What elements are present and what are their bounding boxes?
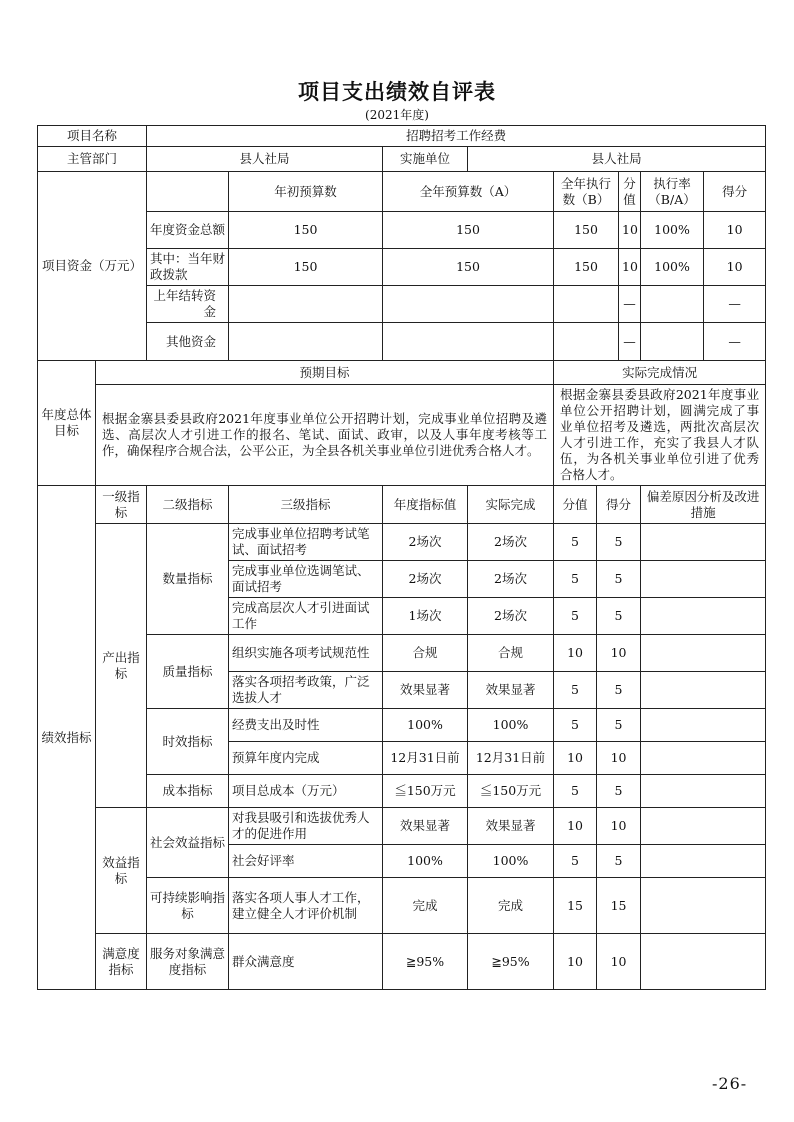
indicator-value: 5 bbox=[554, 524, 597, 561]
page-number: -26- bbox=[712, 1074, 748, 1093]
goals-expected-header: 预期目标 bbox=[96, 361, 554, 385]
goals-label: 年度总体目标 bbox=[38, 361, 96, 486]
funds-row-rate: 100% bbox=[641, 212, 704, 249]
level2-timeliness: 时效指标 bbox=[147, 709, 229, 775]
indicator-value: 5 bbox=[554, 561, 597, 598]
goals-actual-text: 根据金寨县委县政府2021年度事业单位公开招聘计划，圆满完成了事业单位招考及遴选，两批次高层次人才引进工作，充实了我县人才队伍，为各机关事业单位引进了优秀合格人才。 bbox=[554, 385, 766, 486]
indicator-target: 效果显著 bbox=[383, 808, 468, 845]
indicator-target: 12月31日前 bbox=[383, 742, 468, 775]
indicator-name: 项目总成本（万元） bbox=[229, 775, 383, 808]
indicator-value: 5 bbox=[554, 672, 597, 709]
performance-table bbox=[37, 125, 766, 990]
level1-benefit: 效益指标 bbox=[96, 808, 147, 934]
funds-header-value: 分值 bbox=[619, 172, 641, 212]
level2-quantity: 数量指标 bbox=[147, 524, 229, 635]
indicator-name: 组织实施各项考试规范性 bbox=[229, 635, 383, 672]
funds-row-exec: 150 bbox=[554, 212, 619, 249]
indicator-name: 完成高层次人才引进面试工作 bbox=[229, 598, 383, 635]
funds-row-name: 其他资金 bbox=[147, 323, 229, 361]
indicator-name: 完成事业单位招聘考试笔试、面试招考 bbox=[229, 524, 383, 561]
indicator-value: 10 bbox=[554, 808, 597, 845]
indicator-target: 2场次 bbox=[383, 561, 468, 598]
goals-actual-header: 实际完成情况 bbox=[554, 361, 766, 385]
perf-header-target: 年度指标值 bbox=[383, 486, 468, 524]
indicator-score: 5 bbox=[597, 775, 641, 808]
funds-row-initial bbox=[229, 323, 383, 361]
level2-service-satisfaction: 服务对象满意度指标 bbox=[147, 934, 229, 990]
indicator-note bbox=[641, 775, 766, 808]
indicator-target: 合规 bbox=[383, 635, 468, 672]
funds-header-score: 得分 bbox=[704, 172, 766, 212]
indicator-value: 10 bbox=[554, 934, 597, 990]
perf-header-score: 得分 bbox=[597, 486, 641, 524]
level1-output: 产出指标 bbox=[96, 524, 147, 808]
indicator-score: 5 bbox=[597, 709, 641, 742]
indicator-value: 15 bbox=[554, 878, 597, 934]
funds-row-exec bbox=[554, 286, 619, 323]
funds-label: 项目资金（万元） bbox=[38, 172, 147, 361]
perf-header-value: 分值 bbox=[554, 486, 597, 524]
funds-row-annual: 150 bbox=[383, 249, 554, 286]
funds-header-initial: 年初预算数 bbox=[229, 172, 383, 212]
indicator-target: 100% bbox=[383, 709, 468, 742]
indicator-actual: 12月31日前 bbox=[468, 742, 554, 775]
indicator-actual: 2场次 bbox=[468, 561, 554, 598]
funds-row-name: 年度资金总额 bbox=[147, 212, 229, 249]
goals-expected-text: 根据金寨县委县政府2021年度事业单位公开招聘计划，完成事业单位招聘及遴选、高层次人才引进工作的报名、笔试、面试、政审，以及人事年度考核等工作，确保程序合规合法，公平公正，为全县各机关事业单位引进优秀合格人才。 bbox=[96, 385, 554, 486]
indicator-name: 经费支出及时性 bbox=[229, 709, 383, 742]
indicator-target: 1场次 bbox=[383, 598, 468, 635]
indicator-value: 10 bbox=[554, 635, 597, 672]
indicator-score: 5 bbox=[597, 561, 641, 598]
indicator-value: 10 bbox=[554, 742, 597, 775]
dept-value: 县人社局 bbox=[147, 147, 383, 172]
funds-row-initial: 150 bbox=[229, 249, 383, 286]
funds-row-initial bbox=[229, 286, 383, 323]
funds-row-score: 10 bbox=[704, 249, 766, 286]
level1-satisfaction: 满意度指标 bbox=[96, 934, 147, 990]
perf-header-actual: 实际完成 bbox=[468, 486, 554, 524]
indicator-target: 2场次 bbox=[383, 524, 468, 561]
level2-sustainable: 可持续影响指标 bbox=[147, 878, 229, 934]
perf-header-level1: 一级指标 bbox=[96, 486, 147, 524]
level2-cost: 成本指标 bbox=[147, 775, 229, 808]
indicator-score: 5 bbox=[597, 524, 641, 561]
indicator-name: 对我县吸引和选拔优秀人才的促进作用 bbox=[229, 808, 383, 845]
indicator-note bbox=[641, 878, 766, 934]
funds-header-exec: 全年执行数（B） bbox=[554, 172, 619, 212]
indicator-name: 落实各项人事人才工作，建立健全人才评价机制 bbox=[229, 878, 383, 934]
indicator-note bbox=[641, 598, 766, 635]
indicator-note bbox=[641, 934, 766, 990]
level2-quality: 质量指标 bbox=[147, 635, 229, 709]
indicator-actual: 完成 bbox=[468, 878, 554, 934]
indicator-value: 5 bbox=[554, 709, 597, 742]
document-year: (2021年度) bbox=[365, 108, 429, 122]
impl-value: 县人社局 bbox=[468, 147, 766, 172]
perf-header-note: 偏差原因分析及改进措施 bbox=[641, 486, 766, 524]
indicator-actual: 2场次 bbox=[468, 598, 554, 635]
indicator-actual: 2场次 bbox=[468, 524, 554, 561]
indicator-value: 5 bbox=[554, 845, 597, 878]
indicator-target: 100% bbox=[383, 845, 468, 878]
project-name-label: 项目名称 bbox=[38, 126, 147, 147]
indicator-name: 预算年度内完成 bbox=[229, 742, 383, 775]
funds-row-annual: 150 bbox=[383, 212, 554, 249]
funds-row-value: — bbox=[619, 323, 641, 361]
indicator-score: 10 bbox=[597, 934, 641, 990]
perf-header-level2: 二级指标 bbox=[147, 486, 229, 524]
funds-header-rate: 执行率（B/A） bbox=[641, 172, 704, 212]
funds-row-value: 10 bbox=[619, 249, 641, 286]
funds-row-annual bbox=[383, 286, 554, 323]
funds-header-annual: 全年预算数（A） bbox=[383, 172, 554, 212]
indicator-name: 落实各项招考政策，广泛选拔人才 bbox=[229, 672, 383, 709]
funds-row-score: — bbox=[704, 286, 766, 323]
indicator-score: 5 bbox=[597, 598, 641, 635]
indicator-note bbox=[641, 709, 766, 742]
impl-label: 实施单位 bbox=[383, 147, 468, 172]
funds-row-score: — bbox=[704, 323, 766, 361]
funds-row-name: 其中：当年财政拨款 bbox=[147, 249, 229, 286]
level2-social: 社会效益指标 bbox=[147, 808, 229, 878]
funds-corner bbox=[147, 172, 229, 212]
indicator-name: 社会好评率 bbox=[229, 845, 383, 878]
indicator-value: 5 bbox=[554, 598, 597, 635]
indicator-score: 10 bbox=[597, 635, 641, 672]
indicator-note bbox=[641, 808, 766, 845]
document-title: 项目支出绩效自评表 bbox=[298, 80, 496, 104]
indicator-note bbox=[641, 845, 766, 878]
indicator-name: 群众满意度 bbox=[229, 934, 383, 990]
funds-row-value: 10 bbox=[619, 212, 641, 249]
funds-row-rate bbox=[641, 286, 704, 323]
indicator-note bbox=[641, 524, 766, 561]
indicator-target: ≧95% bbox=[383, 934, 468, 990]
funds-row-rate bbox=[641, 323, 704, 361]
funds-row-exec bbox=[554, 323, 619, 361]
indicator-note bbox=[641, 561, 766, 598]
funds-row-initial: 150 bbox=[229, 212, 383, 249]
indicator-note bbox=[641, 635, 766, 672]
indicator-score: 10 bbox=[597, 742, 641, 775]
indicator-value: 5 bbox=[554, 775, 597, 808]
project-name-value: 招聘招考工作经费 bbox=[147, 126, 766, 147]
indicator-note bbox=[641, 672, 766, 709]
indicator-actual: 100% bbox=[468, 709, 554, 742]
funds-row-score: 10 bbox=[704, 212, 766, 249]
funds-row-rate: 100% bbox=[641, 249, 704, 286]
indicator-score: 10 bbox=[597, 808, 641, 845]
indicator-score: 5 bbox=[597, 672, 641, 709]
indicator-name: 完成事业单位选调笔试、面试招考 bbox=[229, 561, 383, 598]
indicator-actual: ≦150万元 bbox=[468, 775, 554, 808]
funds-row-name: 上年结转资金 bbox=[147, 286, 229, 323]
indicator-score: 5 bbox=[597, 845, 641, 878]
indicator-actual: 100% bbox=[468, 845, 554, 878]
indicator-actual: 效果显著 bbox=[468, 808, 554, 845]
indicator-target: 完成 bbox=[383, 878, 468, 934]
funds-row-value: — bbox=[619, 286, 641, 323]
dept-label: 主管部门 bbox=[38, 147, 147, 172]
funds-row-annual bbox=[383, 323, 554, 361]
indicator-score: 15 bbox=[597, 878, 641, 934]
indicator-target: ≦150万元 bbox=[383, 775, 468, 808]
indicator-target: 效果显著 bbox=[383, 672, 468, 709]
indicator-note bbox=[641, 742, 766, 775]
indicator-actual: 合规 bbox=[468, 635, 554, 672]
indicator-actual: 效果显著 bbox=[468, 672, 554, 709]
perf-header-level3: 三级指标 bbox=[229, 486, 383, 524]
indicator-actual: ≧95% bbox=[468, 934, 554, 990]
perf-label: 绩效指标 bbox=[38, 486, 96, 990]
funds-row-exec: 150 bbox=[554, 249, 619, 286]
